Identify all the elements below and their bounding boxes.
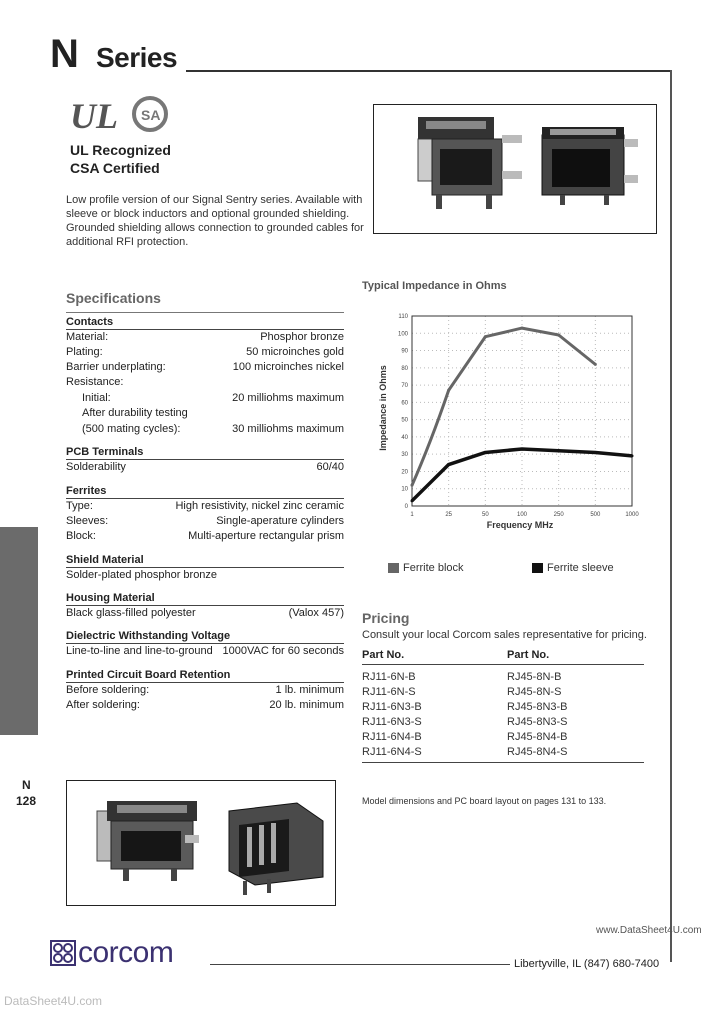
x-tick-label: 50 (481, 512, 489, 518)
spec-value: 30 milliohms maximum (232, 423, 344, 435)
pcb-terminals-heading: PCB Terminals (66, 446, 344, 460)
part-number-cell: RJ45-8N-S (507, 686, 562, 698)
part-number-cell: RJ11-6N-S (362, 686, 416, 698)
chart-axes (398, 314, 639, 518)
part-number-cell: RJ11-6N4-S (362, 746, 422, 758)
legend-label-block: Ferrite block (403, 562, 464, 574)
spec-row (66, 645, 344, 660)
data-point (521, 448, 524, 451)
product-photo-top (373, 104, 657, 234)
y-tick-label: 70 (401, 383, 408, 390)
y-tick-label: 50 (401, 417, 408, 424)
spec-key: Block: (66, 530, 96, 542)
ul-mark: UL (70, 96, 118, 134)
data-point (411, 484, 414, 487)
spec-value: 1 lb. minimum (275, 684, 344, 696)
retention-heading: Printed Circuit Board Retention (66, 669, 344, 683)
data-point (447, 389, 450, 392)
spec-value: 20 lb. minimum (269, 699, 344, 711)
spec-row (66, 699, 344, 714)
header-rule (186, 70, 672, 72)
spec-key: After soldering: (66, 699, 140, 711)
spec-key: Plating: (66, 346, 103, 358)
x-axis-label: Frequency MHz (486, 520, 554, 530)
ul-recognized-label: UL Recognized (70, 142, 171, 158)
y-axis-label: Impedance in Ohms (378, 365, 388, 451)
part-number-cell: RJ11-6N3-S (362, 716, 422, 728)
page-number: 128 (16, 794, 37, 808)
x-tick-label: 500 (590, 512, 601, 518)
legend-swatch-block (388, 563, 399, 573)
pricing-header-rule (362, 664, 644, 665)
spec-key: Before soldering: (66, 684, 150, 696)
dielectric-heading: Dielectric Withstanding Voltage (66, 630, 344, 644)
legend-swatch-sleeve (532, 563, 543, 573)
part-number-cell: RJ45-8N4-S (507, 746, 568, 758)
right-rule (670, 70, 672, 962)
specifications-title: Specifications (66, 290, 161, 306)
csa-logo-icon (130, 94, 170, 134)
x-tick-label: 250 (553, 512, 564, 518)
intro-paragraph: Low profile version of our Signal Sentry series. Available with sleeve or block inductors and optional grounded shielding. Grounded shielding allows connection to grounded cables for additional RFI protection. (66, 194, 364, 248)
spec-key: Material: (66, 331, 109, 343)
data-point (484, 335, 487, 338)
spec-value: 50 microinches gold (246, 346, 344, 358)
y-tick-label: 30 (401, 452, 408, 459)
spec-row (66, 500, 344, 515)
spec-key: Sleeves: (66, 515, 109, 527)
series-letter: N (50, 32, 78, 76)
y-tick-label: 0 (404, 504, 408, 510)
y-tick-label: 60 (401, 400, 408, 407)
pricing-title: Pricing (362, 610, 410, 626)
footer-rule (210, 964, 510, 965)
spec-row (66, 407, 344, 422)
data-point (557, 449, 560, 452)
spec-value: 60/40 (316, 461, 344, 473)
spec-row (66, 376, 344, 391)
spec-row (66, 569, 344, 584)
watermark-bottom: DataSheet4U.com (4, 994, 103, 1008)
x-tick-label: 1 (410, 512, 414, 518)
connector-photo-image (374, 105, 656, 233)
part-no-header-2: Part No. (507, 649, 550, 661)
chart-title: Typical Impedance in Ohms (362, 280, 507, 292)
spec-row (66, 607, 344, 622)
part-number-cell: RJ11-6N4-B (362, 731, 422, 743)
shield-material-heading: Shield Material (66, 554, 344, 568)
spec-row (66, 346, 344, 361)
spec-key: Barrier underplating: (66, 361, 166, 373)
legend-label-sleeve: Ferrite sleeve (547, 562, 614, 574)
spec-key: Solder-plated phosphor bronze (66, 569, 218, 581)
csa-mark: SA (141, 107, 161, 123)
spec-key: Type: (66, 500, 93, 512)
part-number-cell: RJ11-6N-B (362, 671, 416, 683)
data-point (594, 451, 597, 454)
spec-key: After durability testing (82, 407, 188, 419)
spec-value: Multi-aperture rectangular prism (188, 530, 344, 542)
spec-row (66, 684, 344, 699)
data-point (631, 454, 634, 457)
page-series-letter: N (22, 778, 31, 792)
spec-key: Line-to-line and line-to-ground (66, 645, 213, 657)
spec-key: Resistance: (66, 376, 124, 388)
connector-photo-image (67, 781, 335, 905)
model-dimensions-note: Model dimensions and PC board layout on pages 131 to 133. (362, 796, 607, 806)
spec-key: Solderability (66, 461, 126, 473)
data-point (557, 334, 560, 337)
data-point (484, 451, 487, 454)
spec-key: Black glass-filled polyester (66, 607, 196, 619)
section-side-tab (0, 527, 38, 735)
part-no-header-1: Part No. (362, 649, 405, 661)
y-tick-label: 40 (401, 434, 408, 441)
spec-row (66, 515, 344, 530)
specifications-rule (66, 312, 344, 313)
y-tick-label: 90 (401, 348, 408, 355)
footer-address: Libertyville, IL (847) 680-7400 (514, 958, 660, 970)
impedance-chart (370, 300, 650, 536)
spec-row (66, 331, 344, 346)
chart-legend (388, 562, 648, 576)
y-tick-label: 80 (401, 365, 408, 372)
x-tick-label: 1000 (625, 512, 639, 518)
part-number-cell: RJ45-8N3-S (507, 716, 568, 728)
csa-certified-label: CSA Certified (70, 160, 160, 176)
spec-value: 20 milliohms maximum (232, 392, 344, 404)
housing-material-heading: Housing Material (66, 592, 344, 606)
series-line-ferrite-block (412, 328, 595, 485)
watermark-right: www.DataSheet4U.com (596, 925, 702, 936)
spec-row (66, 392, 344, 407)
series-title: Series (96, 42, 178, 73)
spec-value: High resistivity, nickel zinc ceramic (175, 500, 344, 512)
y-tick-label: 20 (401, 469, 408, 476)
part-number-cell: RJ45-8N4-B (507, 731, 568, 743)
part-number-cell: RJ45-8N3-B (507, 701, 568, 713)
spec-value: 100 microinches nickel (232, 361, 344, 373)
x-tick-label: 100 (516, 512, 528, 518)
x-tick-label: 25 (445, 512, 453, 518)
corcom-brand: corcom (78, 936, 174, 969)
y-tick-label: 110 (398, 314, 408, 320)
part-number-cell: RJ11-6N3-B (362, 701, 422, 713)
pricing-end-rule (362, 762, 644, 763)
y-tick-label: 100 (397, 331, 408, 338)
spec-row (66, 530, 344, 545)
spec-value: Single-aperature cylinders (216, 515, 344, 527)
part-number-cell: RJ45-8N-B (507, 671, 562, 683)
spec-value: Phosphor bronze (260, 331, 344, 343)
ul-logo-icon (68, 96, 124, 134)
data-point (521, 327, 524, 330)
pricing-note: Consult your local Corcom sales representative for pricing. (362, 629, 647, 641)
spec-value: (Valox 457) (288, 607, 344, 619)
data-point (594, 363, 597, 366)
spec-row (66, 461, 344, 476)
product-photo-bottom (66, 780, 336, 906)
data-point (411, 499, 414, 502)
spec-key: Initial: (82, 392, 111, 404)
spec-value: 1000VAC for 60 seconds (222, 645, 344, 657)
data-point (447, 463, 450, 466)
contacts-heading: Contacts (66, 316, 344, 330)
spec-row (66, 361, 344, 376)
spec-key: (500 mating cycles): (82, 423, 181, 435)
spec-row (66, 423, 344, 438)
ferrites-heading: Ferrites (66, 485, 344, 499)
corcom-logo-icon (50, 940, 76, 966)
y-tick-label: 10 (401, 486, 408, 493)
chart-grid (412, 316, 632, 506)
